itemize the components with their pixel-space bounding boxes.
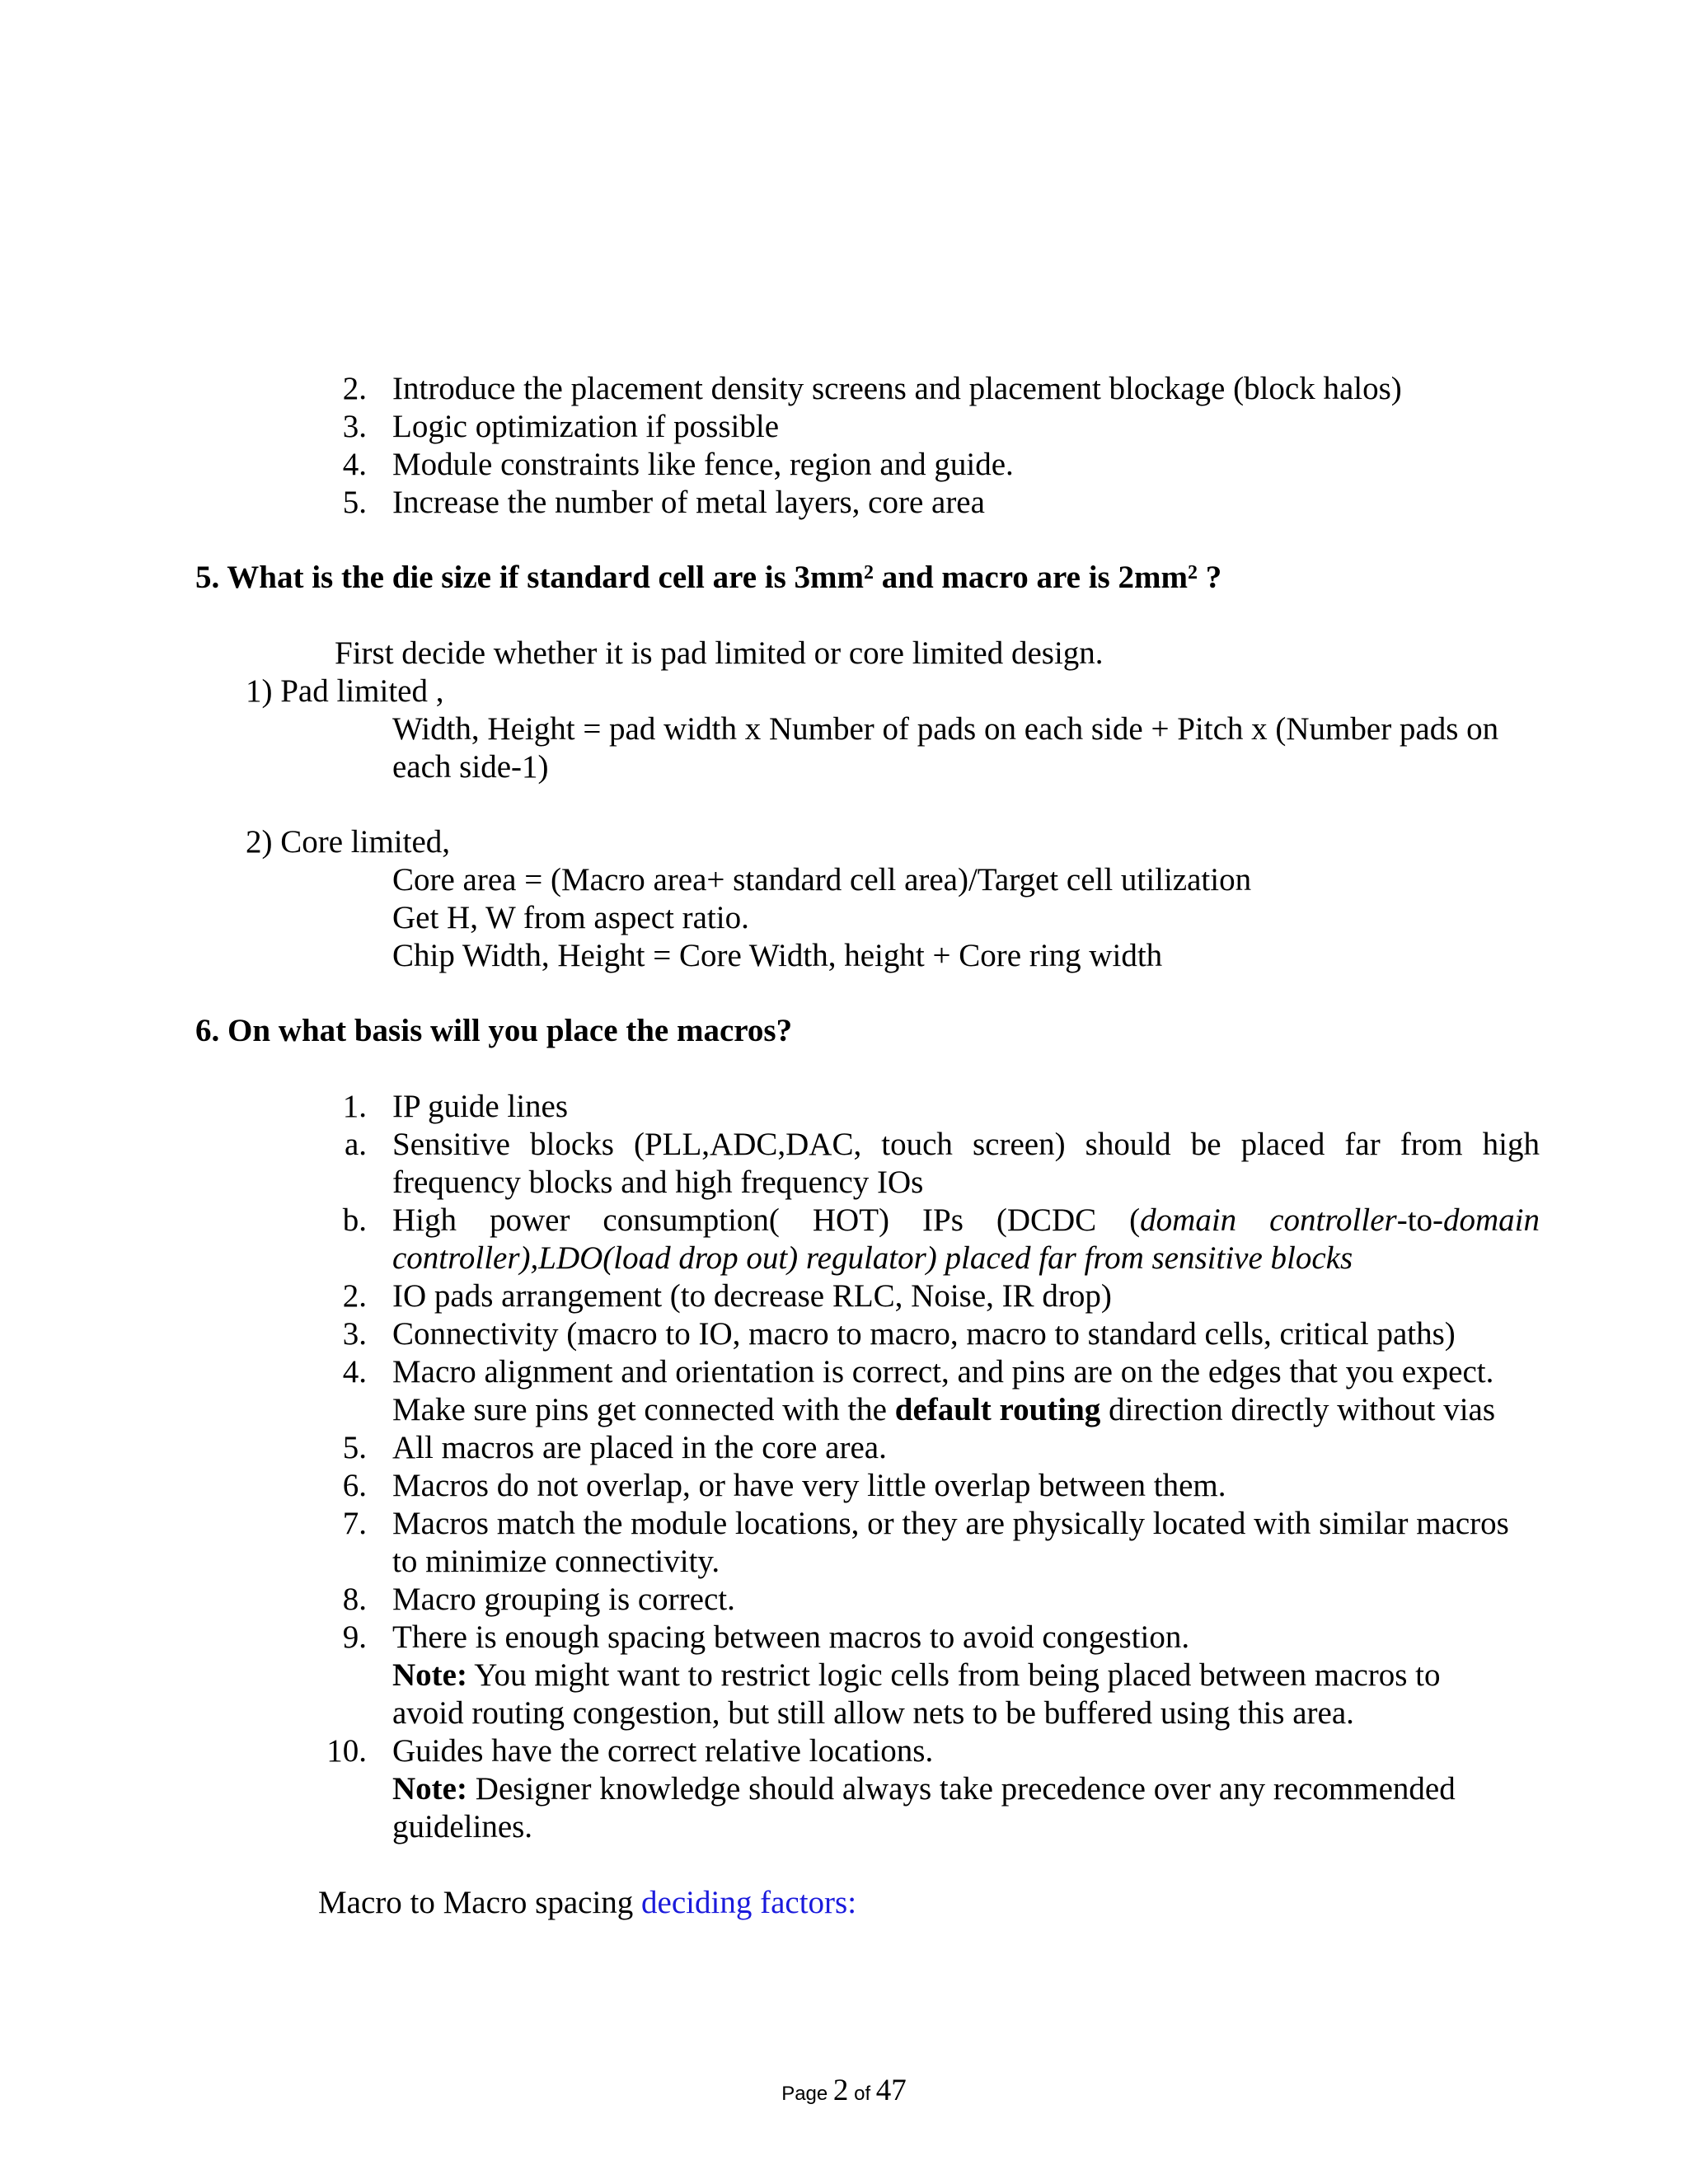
core-formula-line2: Get H, W from aspect ratio. bbox=[392, 900, 749, 935]
q5-superscript-2: 2 bbox=[1187, 562, 1198, 583]
list-number: 3. bbox=[342, 1316, 367, 1352]
q5-heading-part2: and macro are is 2mm bbox=[874, 560, 1188, 595]
item-b-text: -to- bbox=[1396, 1202, 1444, 1238]
macro-item-6: Macros do not overlap, or have very little overlap between them. bbox=[392, 1468, 1226, 1503]
list-number: 5. bbox=[342, 485, 367, 520]
macro-item-2: IO pads arrangement (to decrease RLC, Noise, IR drop) bbox=[392, 1278, 1112, 1314]
macro-item-9-note bbox=[392, 1657, 1441, 1694]
macro-item-a-line2: frequency blocks and high frequency IOs bbox=[392, 1165, 924, 1200]
deciding-factors-link[interactable]: deciding factors: bbox=[641, 1885, 857, 1920]
page-footer bbox=[0, 2073, 1688, 2108]
macro-spacing-line bbox=[318, 1884, 856, 1922]
item-b-italic: domain controller bbox=[1140, 1202, 1397, 1238]
list-number: 6. bbox=[342, 1468, 367, 1503]
list-letter: a. bbox=[344, 1127, 367, 1162]
list-number: 4. bbox=[342, 447, 367, 482]
note-text: Designer knowledge should always take precedence over any recommended bbox=[467, 1771, 1456, 1807]
footer-page-number: 2 bbox=[832, 2074, 849, 2107]
note-label: Note: bbox=[392, 1771, 467, 1807]
list-number: 5. bbox=[342, 1430, 367, 1465]
macro-spacing-text: Macro to Macro spacing bbox=[318, 1885, 642, 1920]
q5-heading-part1: 5. What is the die size if standard cell are is 3mm bbox=[195, 560, 865, 595]
question-5-heading bbox=[195, 559, 1221, 597]
macro-item-10-note bbox=[392, 1770, 1456, 1808]
footer-total-pages: 47 bbox=[875, 2074, 907, 2107]
item-4-text: Make sure pins get connected with the bbox=[392, 1392, 895, 1427]
note-label: Note: bbox=[392, 1657, 467, 1693]
question-6-heading: 6. On what basis will you place the macros? bbox=[195, 1013, 793, 1048]
macro-item-3: Connectivity (macro to IO, macro to macro, macro to standard cells, critical paths) bbox=[392, 1316, 1456, 1352]
pad-formula-line1: Width, Height = pad width x Number of pads on each side + Pitch x (Number pads on bbox=[392, 711, 1499, 747]
list-number: 8. bbox=[342, 1582, 367, 1617]
list-number: 10. bbox=[326, 1733, 367, 1769]
macro-item-9-note-line2: avoid routing congestion, but still allow nets to be buffered using this area. bbox=[392, 1695, 1354, 1731]
q5-heading-part3: ? bbox=[1197, 560, 1222, 595]
macro-item-5: All macros are placed in the core area. bbox=[392, 1430, 887, 1465]
pad-formula-line2: each side-1) bbox=[392, 749, 549, 785]
footer-page-word: Page bbox=[781, 2083, 833, 2105]
note-text: You might want to restrict logic cells from being placed between macros to bbox=[467, 1657, 1441, 1693]
list-number: 9. bbox=[342, 1619, 367, 1655]
list-item-text: Introduce the placement density screens and placement blockage (block halos) bbox=[392, 371, 1402, 406]
macro-item-4-line2 bbox=[392, 1391, 1495, 1429]
macro-item-10-line1: Guides have the correct relative locations. bbox=[392, 1733, 934, 1769]
q5-superscript-1: 2 bbox=[864, 562, 874, 583]
list-number: 1. bbox=[342, 1089, 367, 1124]
macro-item-10-note-line2: guidelines. bbox=[392, 1809, 533, 1844]
macro-item-8: Macro grouping is correct. bbox=[392, 1582, 735, 1617]
macro-item-9-line1: There is enough spacing between macros to avoid congestion. bbox=[392, 1619, 1190, 1655]
pad-limited-label: 1) Pad limited , bbox=[246, 673, 444, 709]
footer-of-word: of bbox=[848, 2083, 876, 2105]
core-limited-label: 2) Core limited, bbox=[246, 824, 451, 860]
list-item-text: Increase the number of metal layers, core area bbox=[392, 485, 985, 520]
list-number: 4. bbox=[342, 1354, 367, 1390]
list-number: 2. bbox=[342, 371, 367, 406]
macro-item-1: IP guide lines bbox=[392, 1089, 569, 1124]
list-item-text: Module constraints like fence, region and guide. bbox=[392, 447, 1014, 482]
list-item-text: Logic optimization if possible bbox=[392, 409, 780, 444]
item-4-text: direction directly without vias bbox=[1100, 1392, 1496, 1427]
macro-item-7-line2: to minimize connectivity. bbox=[392, 1544, 720, 1579]
item-4-bold: default routing bbox=[894, 1392, 1101, 1427]
macro-item-b-line1 bbox=[392, 1202, 1540, 1240]
macro-item-7-line1: Macros match the module locations, or they are physically located with similar macros bbox=[392, 1506, 1509, 1541]
list-number: 3. bbox=[342, 409, 367, 444]
macro-item-a-line1: Sensitive blocks (PLL,ADC,DAC, touch screen) should be placed far from high bbox=[392, 1127, 1540, 1162]
item-b-text: High power consumption( HOT) IPs (DCDC ( bbox=[392, 1202, 1141, 1238]
list-number: 7. bbox=[342, 1506, 367, 1541]
item-b-italic: domain bbox=[1443, 1202, 1540, 1238]
list-number: 2. bbox=[342, 1278, 367, 1314]
macro-item-4-line1: Macro alignment and orientation is correct, and pins are on the edges that you expect. bbox=[392, 1354, 1494, 1390]
q5-intro-text: First decide whether it is pad limited or core limited design. bbox=[335, 635, 1104, 671]
macro-item-b-line2: controller),LDO(load drop out) regulator) placed far from sensitive blocks bbox=[392, 1240, 1353, 1276]
core-formula-line1: Core area = (Macro area+ standard cell area)/Target cell utilization bbox=[392, 862, 1252, 898]
core-formula-line3: Chip Width, Height = Core Width, height + Core ring width bbox=[392, 938, 1163, 973]
list-letter: b. bbox=[342, 1202, 367, 1238]
